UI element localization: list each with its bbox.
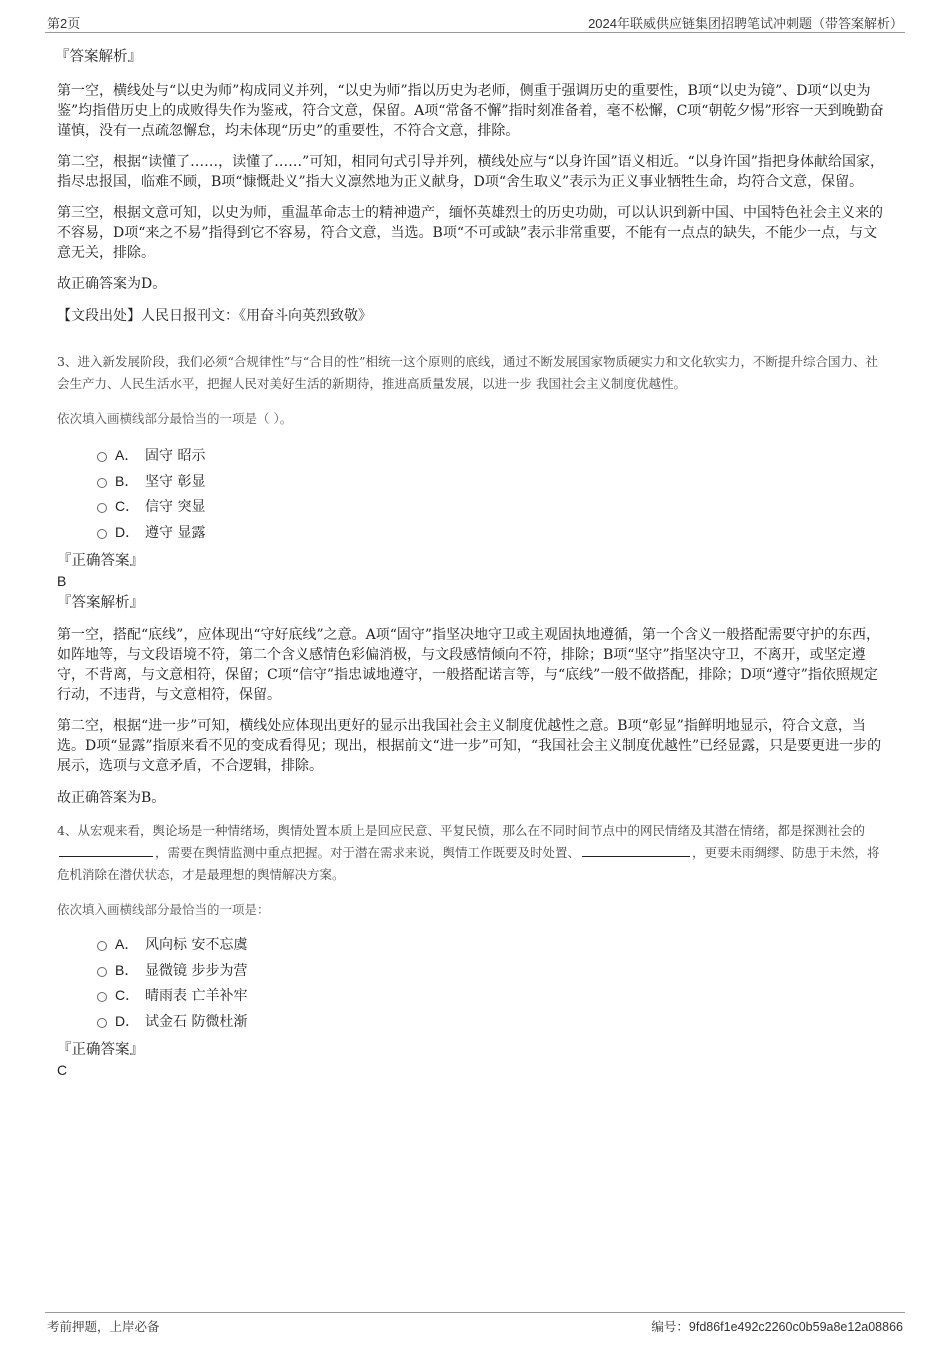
page-number: 第2页: [47, 16, 81, 31]
analysis-paragraph-2: 第二空，根据“读懂了……，读懂了……”可知，相同句式引导并列，横线处应与“以身许国”语义相近。“以身许国”指把身体献给国家，指尽忠报国，临难不顾，B项“慷慨赴义”指大义凛然地为正义献身，D项“舍生取义”表示为正义事业牺牲生命，均符合文意，保留。: [57, 154, 884, 190]
correct-answer: B: [57, 573, 67, 589]
analysis-paragraph-2: 第二空，根据“进一步”可知，横线处应体现出更好的显示出我国社会主义制度优越性之意。B项“彰显”指鲜明地显示，符合文意，当选。D项“显露”指原来看不见的变成看得见；现出，根据前文“进一步”可知，“我国社会主义制度优越性”已经显露，只是要更进一步的展示，选项与文意矛盾，不合逻辑，排除。: [57, 718, 882, 774]
analysis-title: 『答案解析』: [57, 595, 144, 611]
source-line: 【文段出处】人民日报刊文：《用奋斗向英烈致敬》: [57, 308, 372, 324]
final-answer-line: 故正确答案为B。: [57, 790, 166, 806]
radio-icon[interactable]: [97, 503, 107, 513]
analysis-title: 『答案解析』: [55, 49, 142, 65]
question-3-prompt: 依次填入画横线部分最恰当的一项是（ ）。: [57, 411, 293, 426]
radio-icon[interactable]: [97, 1018, 107, 1028]
question-3-options: [57, 443, 890, 545]
option-c[interactable]: C． 信守 突显: [57, 494, 890, 520]
footer-slogan: 考前押题，上岸必备: [47, 1320, 160, 1334]
radio-icon[interactable]: [97, 941, 107, 951]
analysis-paragraph-1: 第一空，搭配“底线”，应体现出“守好底线”之意。A项“固守”指坚决地守卫或主观固执地遵循，第一个含义一般搭配需要守护的东西，如阵地等，与文段语境不符，第二个含义感情色彩偏消极，与文段感情倾向不符，排除；B项“坚守”指坚决守卫，不离开，或坚定遵守，不背离，与文意相符，保留；C项“信守”指忠诚地遵守，一般搭配诺言等，与“底线”一般不做搭配，排除；D项“遵守”指依照规定行动，不违背，与文意相符，保留。: [57, 627, 881, 703]
question-3-text: 3、进入新发展阶段，我们必须“合规律性”与“合目的性”相统一这个原则的底线，通过不断发展国家物质硬实力和文化软实力，不断提升综合国力、社会生产力、人民生活水平，把握人民对美好生活的新期待，推进高质量发展，以进一步 我国社会主义制度优越性。: [57, 354, 879, 391]
analysis-paragraph-3: 第三空，根据文意可知，以史为师，重温革命志士的精神遗产，缅怀英雄烈士的历史功勋，可以认识到新中国、中国特色社会主义来的不容易，D项“来之不易”指得到它不容易，符合文意，当选。B项“不可或缺”表示非常重要，不能有一点点的缺失，不能少一点，与文意无关，排除。: [57, 205, 883, 261]
question-4-prompt: 依次填入画横线部分最恰当的一项是：: [57, 902, 270, 917]
question-4-text: 4、从宏观来看，舆论场是一种情绪场，舆情处置本质上是回应民意、平复民愤，那么在不同时间节点中的网民情绪及其潜在情绪，都是探测社会的，需要在舆情监测中重点把握。对于潜在需求来说，舆情工作既要及时处置、 ，更要未雨绸缪、防患于未然，将危机消除在潜伏状态，才是最理想的舆情解决方案。: [57, 823, 880, 882]
option-d[interactable]: D． 试金石 防微杜渐: [57, 1009, 890, 1035]
correct-answer-title: 『正确答案』: [57, 553, 144, 569]
option-a[interactable]: A． 固守 昭示: [57, 443, 890, 469]
radio-icon[interactable]: [97, 478, 107, 488]
final-answer-line: 故正确答案为D。: [57, 276, 167, 292]
option-b[interactable]: B． 显微镜 步步为营: [57, 958, 890, 984]
question-4-options: [57, 932, 890, 1034]
radio-icon[interactable]: [97, 992, 107, 1002]
option-d[interactable]: D． 遵守 显露: [57, 520, 890, 546]
fill-blank-1: [59, 842, 153, 857]
page-header: [45, 10, 905, 33]
analysis-paragraph-1: 第一空，横线处与“以史为师”构成同义并列，“以史为师”指以历史为老师，侧重于强调历史的重要性，B项“以史为镜”、D项“以史为鉴”均指借历史上的成败得失作为鉴戒，符合文意，保留。A项“常备不懈”指时刻准备着，毫不松懈，C项“朝乾夕惕”形容一天到晚勤奋谨慎，没有一点疏忽懈怠，均未体现“历史”的重要性，不符合文意，排除。: [57, 83, 884, 139]
radio-icon[interactable]: [97, 452, 107, 462]
fill-blank-2: [582, 842, 690, 857]
radio-icon[interactable]: [97, 967, 107, 977]
option-b[interactable]: B． 坚守 彰显: [57, 469, 890, 495]
page-content: [57, 47, 890, 1080]
correct-answer: C: [57, 1062, 68, 1078]
option-a[interactable]: A． 风向标 安不忘虞: [57, 932, 890, 958]
radio-icon[interactable]: [97, 529, 107, 539]
option-c[interactable]: C． 晴雨表 亡羊补牢: [57, 983, 890, 1009]
document-code: 编号：9fd86f1e492c2260c0b59a8e12a08866: [651, 1320, 903, 1334]
document-title: 2024年联威供应链集团招聘笔试冲刺题（带答案解析）: [588, 16, 903, 31]
page-footer: [45, 1312, 905, 1341]
correct-answer-title: 『正确答案』: [57, 1042, 144, 1058]
